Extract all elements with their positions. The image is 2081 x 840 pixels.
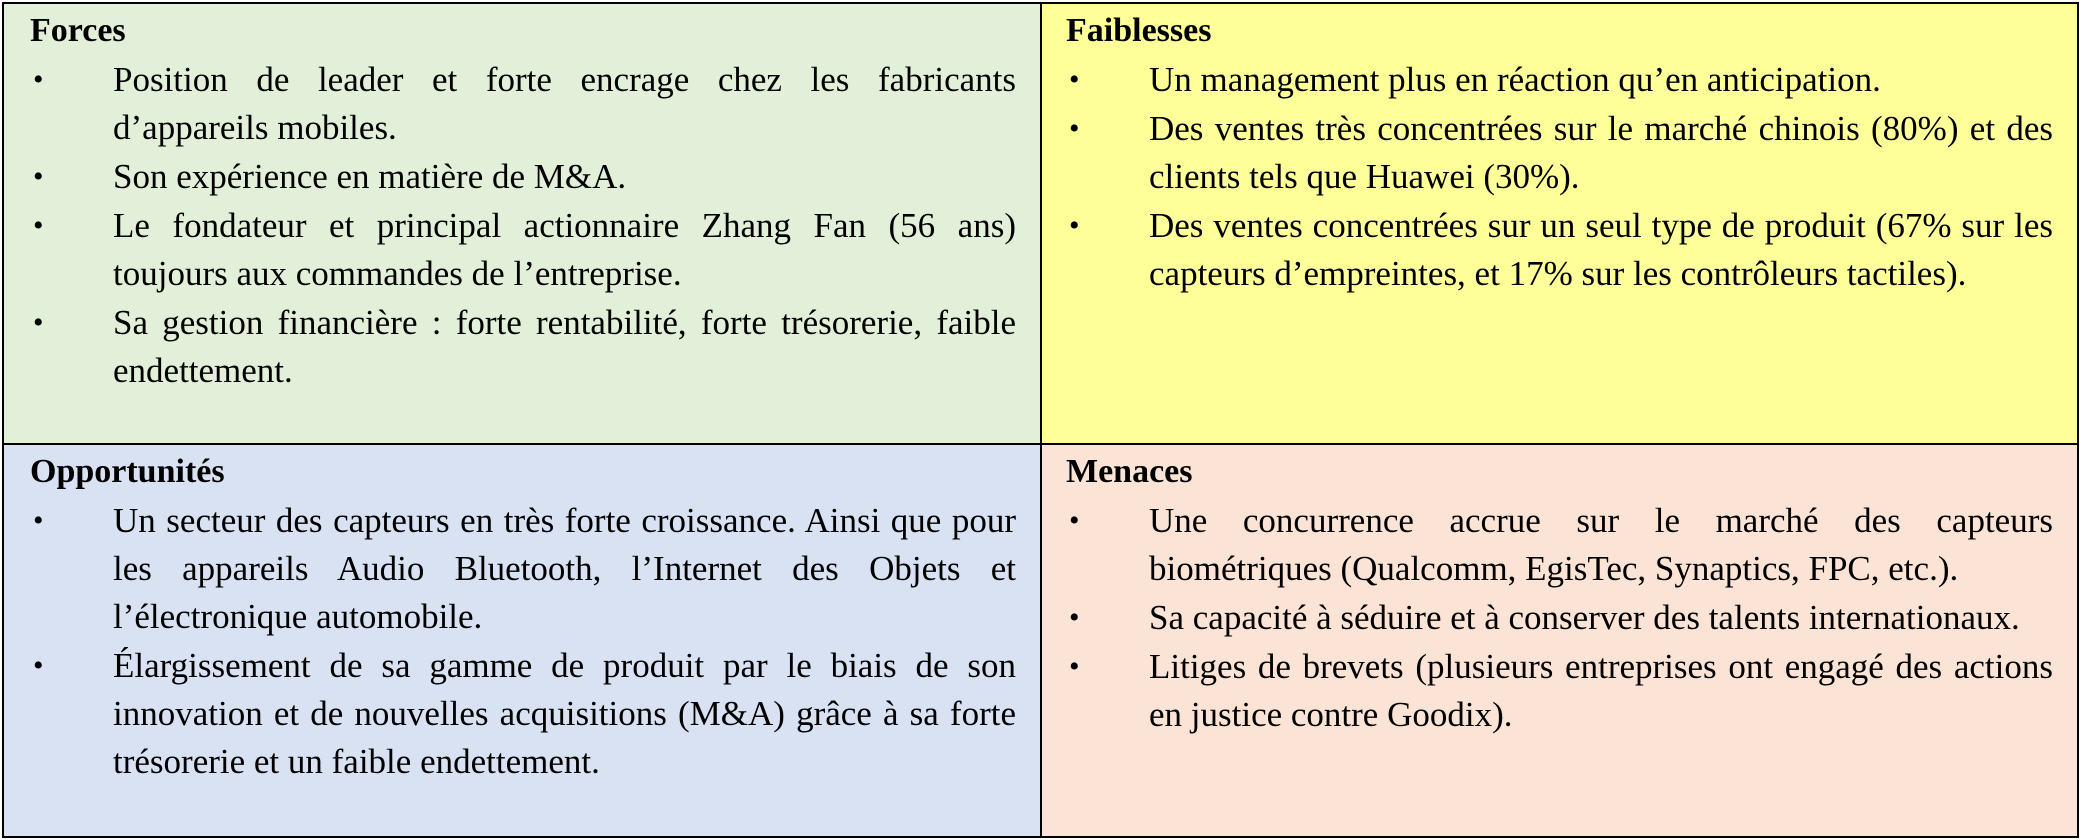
opportunites-list <box>30 497 1016 786</box>
list-item <box>30 497 1016 641</box>
list-item-text: Sa gestion financière : forte rentabilité, forte trésorerie, faible endettement. <box>113 303 1016 390</box>
forces-cell <box>4 4 1042 445</box>
list-item <box>1066 56 2053 104</box>
list-item <box>30 299 1016 395</box>
bullet-icon: • <box>33 63 44 96</box>
forces-title: Forces <box>30 12 126 49</box>
list-item-text: Son expérience en matière de M&A. <box>113 157 627 196</box>
bullet-icon: • <box>1069 650 1080 683</box>
bullet-icon: • <box>33 160 44 193</box>
list-item <box>30 153 1016 201</box>
opportunites-title: Opportunités <box>30 453 225 490</box>
bullet-icon: • <box>1069 209 1080 242</box>
menaces-title: Menaces <box>1066 453 1193 490</box>
menaces-list <box>1066 497 2053 739</box>
list-item <box>30 642 1016 786</box>
list-item-text: Élargissement de sa gamme de produit par le biais de son innovation et de nouvelles acquisitions (M&A) grâce à sa forte trésorerie et un faible endettement. <box>113 646 1016 781</box>
list-item-text: Une concurrence accrue sur le marché des capteurs biométriques (Qualcomm, EgisTec, Synaptics, FPC, etc.). <box>1149 501 2053 588</box>
list-item <box>1066 105 2053 201</box>
list-item <box>1066 594 2053 642</box>
forces-list <box>30 56 1016 395</box>
bullet-icon: • <box>33 306 44 339</box>
bullet-icon: • <box>1069 601 1080 634</box>
menaces-cell <box>1042 445 2077 836</box>
opportunites-cell <box>4 445 1042 836</box>
list-item-text: Des ventes très concentrées sur le marché chinois (80%) et des clients tels que Huawei (30%). <box>1149 109 2053 196</box>
list-item-text: Un management plus en réaction qu’en anticipation. <box>1149 60 1881 99</box>
list-item <box>30 202 1016 298</box>
bullet-icon: • <box>33 504 44 537</box>
list-item-text: Le fondateur et principal actionnaire Zhang Fan (56 ans) toujours aux commandes de l’entreprise. <box>113 206 1016 293</box>
list-item <box>1066 643 2053 739</box>
list-item-text: Position de leader et forte encrage chez les fabricants d’appareils mobiles. <box>113 60 1016 147</box>
bullet-icon: • <box>1069 504 1080 537</box>
list-item <box>1066 497 2053 593</box>
list-item-text: Des ventes concentrées sur un seul type de produit (67% sur les capteurs d’empreintes, et 17% sur les contrôleurs tactiles). <box>1149 206 2053 293</box>
list-item <box>30 56 1016 152</box>
swot-table <box>2 2 2079 838</box>
list-item-text: Sa capacité à séduire et à conserver des talents internationaux. <box>1149 598 2020 637</box>
list-item <box>1066 202 2053 298</box>
faiblesses-cell <box>1042 4 2077 445</box>
bullet-icon: • <box>33 209 44 242</box>
bullet-icon: • <box>33 649 44 682</box>
bullet-icon: • <box>1069 63 1080 96</box>
list-item-text: Un secteur des capteurs en très forte croissance. Ainsi que pour les appareils Audio Bluetooth, l’Internet des Objets et l’électronique automobile. <box>113 501 1016 636</box>
bullet-icon: • <box>1069 112 1080 145</box>
faiblesses-title: Faiblesses <box>1066 12 1212 49</box>
list-item-text: Litiges de brevets (plusieurs entreprises ont engagé des actions en justice contre Goodix). <box>1149 647 2053 734</box>
faiblesses-list <box>1066 56 2053 298</box>
